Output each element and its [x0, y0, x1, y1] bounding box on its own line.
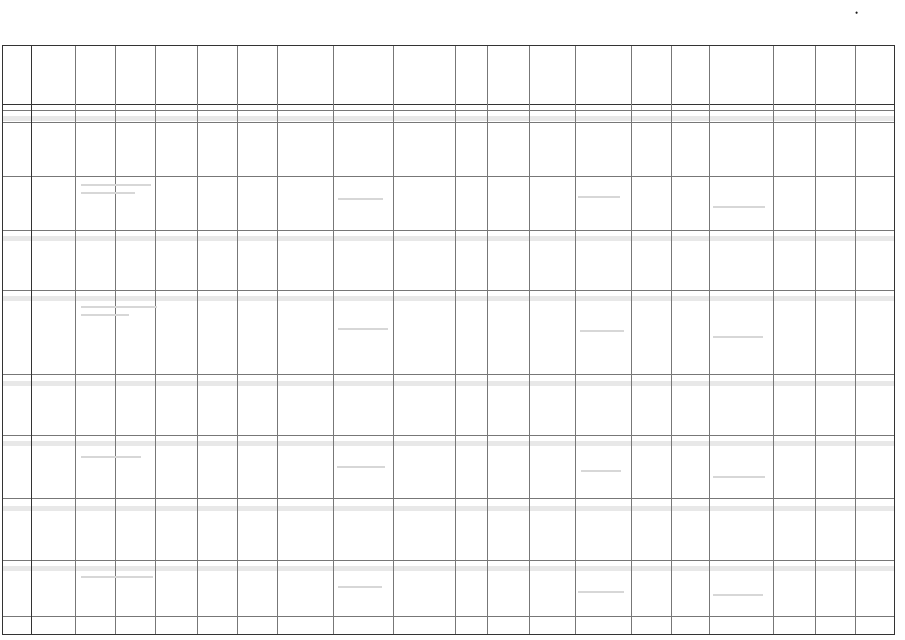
- table-column-rule: [487, 46, 488, 634]
- table-rule: [3, 498, 894, 499]
- table-column-rule: [75, 46, 76, 634]
- scanned-text-line: [81, 184, 151, 186]
- scanned-text-line: [713, 594, 763, 596]
- table-rule: [3, 374, 894, 375]
- table-rule: [3, 616, 894, 617]
- table-column-rule: [529, 46, 530, 634]
- scanned-text-line: [338, 586, 382, 588]
- table-column-rule: [575, 46, 576, 634]
- scanned-text-line: [580, 330, 624, 332]
- table-rule: [3, 122, 894, 123]
- table-rule: [3, 104, 894, 105]
- scanned-text-line: [578, 196, 620, 198]
- scanned-text-line: [81, 314, 129, 316]
- table-column-rule: [773, 46, 774, 634]
- scanned-text-line: [81, 456, 141, 458]
- table-rule: [3, 290, 894, 291]
- table-column-rule: [855, 46, 856, 634]
- section-band: [3, 381, 894, 386]
- table-rule: [3, 435, 894, 436]
- section-band: [3, 441, 894, 446]
- scanned-text-line: [713, 336, 763, 338]
- table-column-rule: [393, 46, 394, 634]
- scanned-text-line: [81, 576, 153, 578]
- scanned-text-line: [713, 206, 765, 208]
- table-rule: [3, 560, 894, 561]
- main-table: [2, 45, 895, 635]
- section-band: [3, 236, 894, 241]
- section-band: [3, 116, 894, 121]
- scanned-text-line: [337, 466, 385, 468]
- table-rule: [3, 230, 894, 231]
- section-band: [3, 506, 894, 511]
- section-band: [3, 296, 894, 301]
- table-rule: [3, 110, 894, 111]
- table-column-rule: [237, 46, 238, 634]
- table-column-rule: [631, 46, 632, 634]
- table-column-rule: [197, 46, 198, 634]
- table-column-rule: [333, 46, 334, 634]
- table-column-rule: [31, 46, 32, 634]
- table-column-rule: [671, 46, 672, 634]
- scanned-text-line: [81, 306, 157, 308]
- table-column-rule: [815, 46, 816, 634]
- scanned-text-line: [81, 192, 135, 194]
- scanned-text-line: [581, 470, 621, 472]
- table-column-rule: [277, 46, 278, 634]
- scanned-text-line: [713, 476, 765, 478]
- corner-mark: •: [855, 8, 859, 18]
- table-rule: [3, 176, 894, 177]
- table-column-rule: [115, 46, 116, 634]
- section-band: [3, 566, 894, 571]
- table-column-rule: [155, 46, 156, 634]
- scanned-text-line: [578, 591, 624, 593]
- table-column-rule: [709, 46, 710, 634]
- scanned-text-line: [338, 198, 383, 200]
- scanned-text-line: [338, 328, 388, 330]
- table-column-rule: [455, 46, 456, 634]
